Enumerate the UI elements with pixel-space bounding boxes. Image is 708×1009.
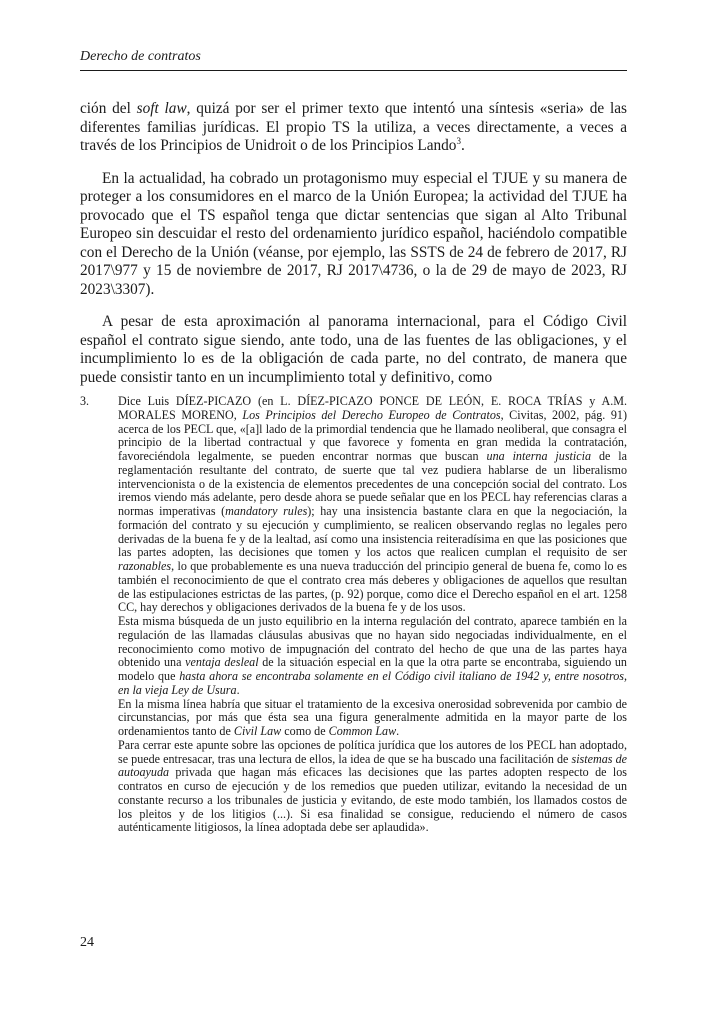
fn3-i1: Civil Law	[233, 724, 282, 738]
p1-text-2: , quizá por ser el primer texto que intentó una síntesis «seria» de las diferentes familias jurídicas. El propio TS la utiliza, a veces directamente, a veces a través de los Principios de Unidroit o de los Principios Lando	[80, 100, 627, 154]
fn4-i1: sistemas de autoayuda	[118, 751, 627, 780]
fn1-i1: Los Principios del Derecho Europeo de Contratos	[242, 407, 501, 422]
fn2-t3: .	[236, 682, 240, 697]
p1-text-3: .	[460, 137, 465, 154]
fn2-t2: de la situación especial en la que la otra parte se encontraba, siguiendo un modelo que	[118, 655, 627, 683]
fn3-i2: Common Law	[328, 724, 397, 738]
paragraph-2: En la actualidad, ha cobrado un protagonismo muy especial el TJUE y su manera de proteger a los consumidores en el marco de la Unión Europea; la actividad del TJUE ha provocado que el TS español tenga que dictar sentencias que sigan al Alto Tribunal Europeo sin descuidar el resto del ordenamiento jurídico español, haciéndolo compatible con el Derecho de la Unión (véanse, por ejemplo, las SSTS de 24 de febrero de 2017, RJ 2017\977 y 15 de noviembre de 2017, RJ 2017\4736, o la de 29 de mayo de 2023, RJ 2023\3307).	[80, 169, 627, 298]
fn3-t3: .	[396, 724, 400, 738]
fn2-t1: Esta misma búsqueda de un justo equilibrio en la interna regulación del contrato, aparece también en la regulación de las llamadas cláusulas abusivas que no hayan sido negociadas individualmente, en el reconocimiento como motivo de impugnación del contrato del hecho de que una de las partes haya obtenido una	[118, 614, 627, 670]
fn4-t2: privada que hagan más eficaces las decisiones que las partes adopten respecto de los contratos en curso de ejecución y de los remedios que pueden utilizar, evitando la necesidad de un constante recurso a los tribunales de justicia y evitando, de este modo también, los llamados costos de los pleitos y de los litigios (...). Si esa finalidad se consigue, reduciendo el número de casos auténticamente litigiosos, la línea adoptada debe ser aplaudida».	[118, 765, 627, 835]
fn1-i3: mandatory rules	[225, 504, 308, 518]
footnote-ref-3[interactable]: 3	[456, 135, 461, 146]
fn1-t4: ); hay una insistencia bastante clara en que la negociación, la formación del contrato y su ejecución y cumplimiento, se realicen observando reglas no legales pero derivadas de la buena fe y de la lealtad, así como una insistencia reiteradísima en que las posiciones que las partes adopten, las decisiones que tomen y los actos que realicen cumplan el requisito de ser	[118, 504, 627, 560]
fn2-i2: hasta ahora se encontraba solamente en el Código civil italiano de 1942 y, entre nosotros, en la vieja Ley de Usura	[118, 669, 627, 697]
paragraph-3: A pesar de esta aproximación al panorama internacional, para el Código Civil español el contrato sigue siendo, ante todo, una de las fuentes de las obligaciones, y el incumplimiento lo es de la obligación de cada parte, no del contrato, de manera que puede consistir tanto en un incumplimiento total y definitivo, como	[80, 313, 627, 386]
fn2-i1: ventaja desleal	[185, 655, 259, 670]
footnote-para-3	[118, 698, 627, 739]
fn1-t5: , lo que probablemente es una nueva traducción del principio general de buena fe, como lo es también el reconocimiento de que el contrato crea más deberes y obligaciones de aquellos que resultan de las estipulaciones estrictas de las partes, (p. 92) porque, como dice el Derecho español en el art. 1258 CC, hay derechos y obligaciones derivados de la buena fe y de los usos.	[118, 559, 627, 615]
fn1-t2: , Civitas, 2002, pág. 91) acerca de los PECL que, «[a]l lado de la primordial tendencia que he llamado neoliberal, que consagra el principio de la libertad contractual y que favorece y fomenta en gran medida la contratación, favoreciéndola legalmente, se pueden encontrar normas que buscan	[118, 407, 627, 463]
footnotes	[80, 395, 627, 835]
footnote-number: 3.	[80, 394, 90, 408]
fn3-t2: como de	[281, 724, 329, 738]
fn3-t1: En la misma línea habría que situar el tratamiento de la excesiva onerosidad sobrevenida por cambio de circunstancias, por más que ésta sea una figura generalmente admitida en la mayor parte de los ordenamientos tanto de	[118, 696, 627, 738]
footnote-para-1	[118, 395, 627, 615]
footnote-para-2	[118, 615, 627, 698]
fn1-i4: razonables	[118, 559, 172, 573]
p1-italic-soft-law: soft law	[136, 100, 187, 117]
fn1-t3: de la reglamentación resultante del contrato, de suerte que tal vez pudiera hablarse de un liberalismo intervencionista o de la existencia de elementos precedentes de una concepción social del contrato. Los iremos viendo más adelante, pero desde ahora se puede señalar que en los PECL hay referencias claras a normas imperativas (	[118, 449, 627, 518]
running-head: Derecho de contratos	[80, 49, 201, 64]
fn4-t1: Para cerrar este apunte sobre las opciones de política jurídica que los autores de los PECL han adoptado, se puede entresacar, tras una lectura de ellos, la idea de que se ha buscado una facilitación de	[118, 737, 627, 766]
fn1-t1: Dice Luis DÍEZ-PICAZO (en L. DÍEZ-PICAZO PONCE DE LEÓN, E. ROCA TRÍAS y A.M. MORALES MORENO,	[118, 394, 627, 422]
page-number: 24	[80, 935, 94, 950]
footnote-para-4	[118, 739, 627, 835]
footnote-3	[80, 395, 627, 835]
header-rule	[80, 70, 627, 71]
fn1-i2: una interna justicia	[486, 449, 592, 463]
paragraph-1	[80, 100, 627, 156]
footnote-body	[118, 395, 627, 835]
p1-text-1: ción del	[80, 100, 137, 117]
body-text	[80, 100, 627, 387]
